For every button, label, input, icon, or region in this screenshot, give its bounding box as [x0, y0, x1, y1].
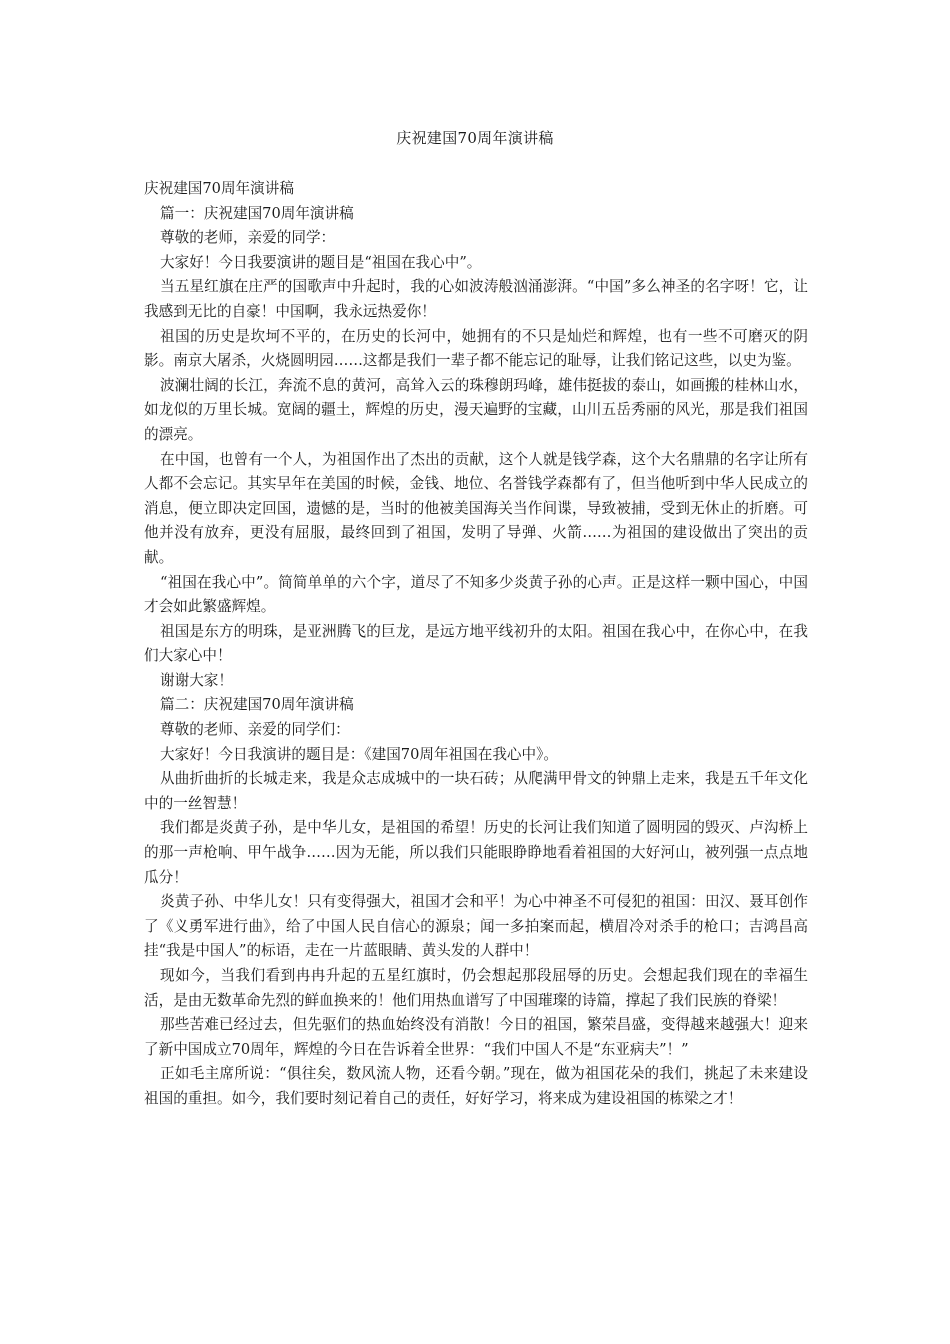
paragraph: 在中国，也曾有一个人，为祖国作出了杰出的贡献，这个人就是钱学森，这个大名鼎鼎的名字让所有人都不会忘记。其实早年在美国的时候，金钱、地位、名誉钱学森都有了，但当他听到中华人民成立的消息，便立即决定回国，遗憾的是，当时的他被美国海关当作间谍，导致被捕，受到无休止的折磨。可他并没有放弃，更没有屈服，最终回到了祖国，发明了导弹、火箭……为祖国的建设做出了突出的贡献。 — [144, 450, 808, 566]
salutation-2: 尊敬的老师、亲爱的同学们： — [160, 721, 350, 739]
paragraph: 波澜壮阔的长江，奔流不息的黄河，高耸入云的珠穆朗玛峰，雄伟挺拔的泰山，如画搬的桂林山水，如龙似的万里长城。宽阔的疆土，辉煌的历史，漫天遍野的宝藏，山川五岳秀丽的风光，那是我们祖国的漂亮。 — [144, 376, 808, 443]
paragraph: 大家好！今日我要演讲的题目是“祖国在我心中”。 — [160, 253, 482, 271]
closing-1: 谢谢大家！ — [160, 671, 233, 689]
paragraph: 炎黄子孙、中华儿女！只有变得强大，祖国才会和平！为心中神圣不可侵犯的祖国：田汉、聂耳创作了《义勇军进行曲》，给了中国人民自信心的源泉；闻一多拍案而起，横眉冷对杀手的枪口；吉鸿昌高挂“我是中国人”的标语，走在一片蓝眼睛、黄头发的人群中！ — [144, 893, 808, 960]
paragraph: 大家好！今日我演讲的题目是：《建国70周年祖国在我心中》。 — [160, 745, 559, 763]
paragraph: 祖国的历史是坎坷不平的，在历史的长河中，她拥有的不只是灿烂和辉煌，也有一些不可磨灭的阴影。南京大屠杀，火烧圆明园……这都是我们一辈子都不能忘记的耻辱，让我们铭记这些，以史为鉴。 — [144, 327, 808, 370]
paragraph: 现如今，当我们看到冉冉升起的五星红旗时，仍会想起那段屈辱的历史。会想起我们现在的幸福生活，是由无数革命先烈的鲜血换来的！他们用热血谱写了中国璀璨的诗篇，撑起了我们民族的脊梁！ — [144, 967, 808, 1009]
paragraph: 那些苦难已经过去，但先驱们的热血始终没有消散！今日的祖国，繁荣昌盛，变得越来越强大！迎来了新中国成立70周年，辉煌的今日在告诉着全世界：“我们中国人不是“东亚病夫”！” — [144, 1016, 808, 1058]
document-title: 庆祝建国70周年演讲稿 — [396, 129, 554, 147]
document-body — [144, 177, 808, 1112]
paragraph: “祖国在我心中”。简简单单的六个字，道尽了不知多少炎黄子孙的心声。正是这样一颗中国心，中国才会如此繁盛辉煌。 — [144, 573, 808, 616]
paragraph: 祖国是东方的明珠，是亚洲腾飞的巨龙，是远方地平线初升的太阳。祖国在我心中，在你心中，在我们大家心中！ — [144, 622, 808, 665]
body-heading: 庆祝建国70周年演讲稿 — [144, 180, 294, 197]
paragraph: 正如毛主席所说：“俱往矣，数风流人物，还看今朝。”现在，做为祖国花朵的我们，挑起了未来建设祖国的重担。如今，我们要时刻记着自己的责任，好好学习，将来成为建设祖国的栋梁之才！ — [144, 1065, 808, 1107]
paragraph: 我们都是炎黄子孙，是中华儿女，是祖国的希望！历史的长河让我们知道了圆明园的毁灭、卢沟桥上的那一声枪响、甲午战争……因为无能，所以我们只能眼睁睁地看着祖国的大好河山，被列强一点点地瓜分！ — [144, 819, 808, 886]
paragraph: 从曲折曲折的长城走来，我是众志成城中的一块石砖；从爬满甲骨文的钟鼎上走来，我是五千年文化中的一丝智慧！ — [144, 770, 808, 812]
section-heading-2: 篇二：庆祝建国70周年演讲稿 — [160, 696, 354, 714]
section-heading-1: 篇一：庆祝建国70周年演讲稿 — [160, 204, 354, 222]
salutation-1: 尊敬的老师，亲爱的同学： — [160, 229, 336, 247]
paragraph: 当五星红旗在庄严的国歌声中升起时，我的心如波涛般汹涌澎湃。“中国”多么神圣的名字呀！它，让我感到无比的自豪！中国啊，我永远热爱你！ — [144, 278, 808, 320]
